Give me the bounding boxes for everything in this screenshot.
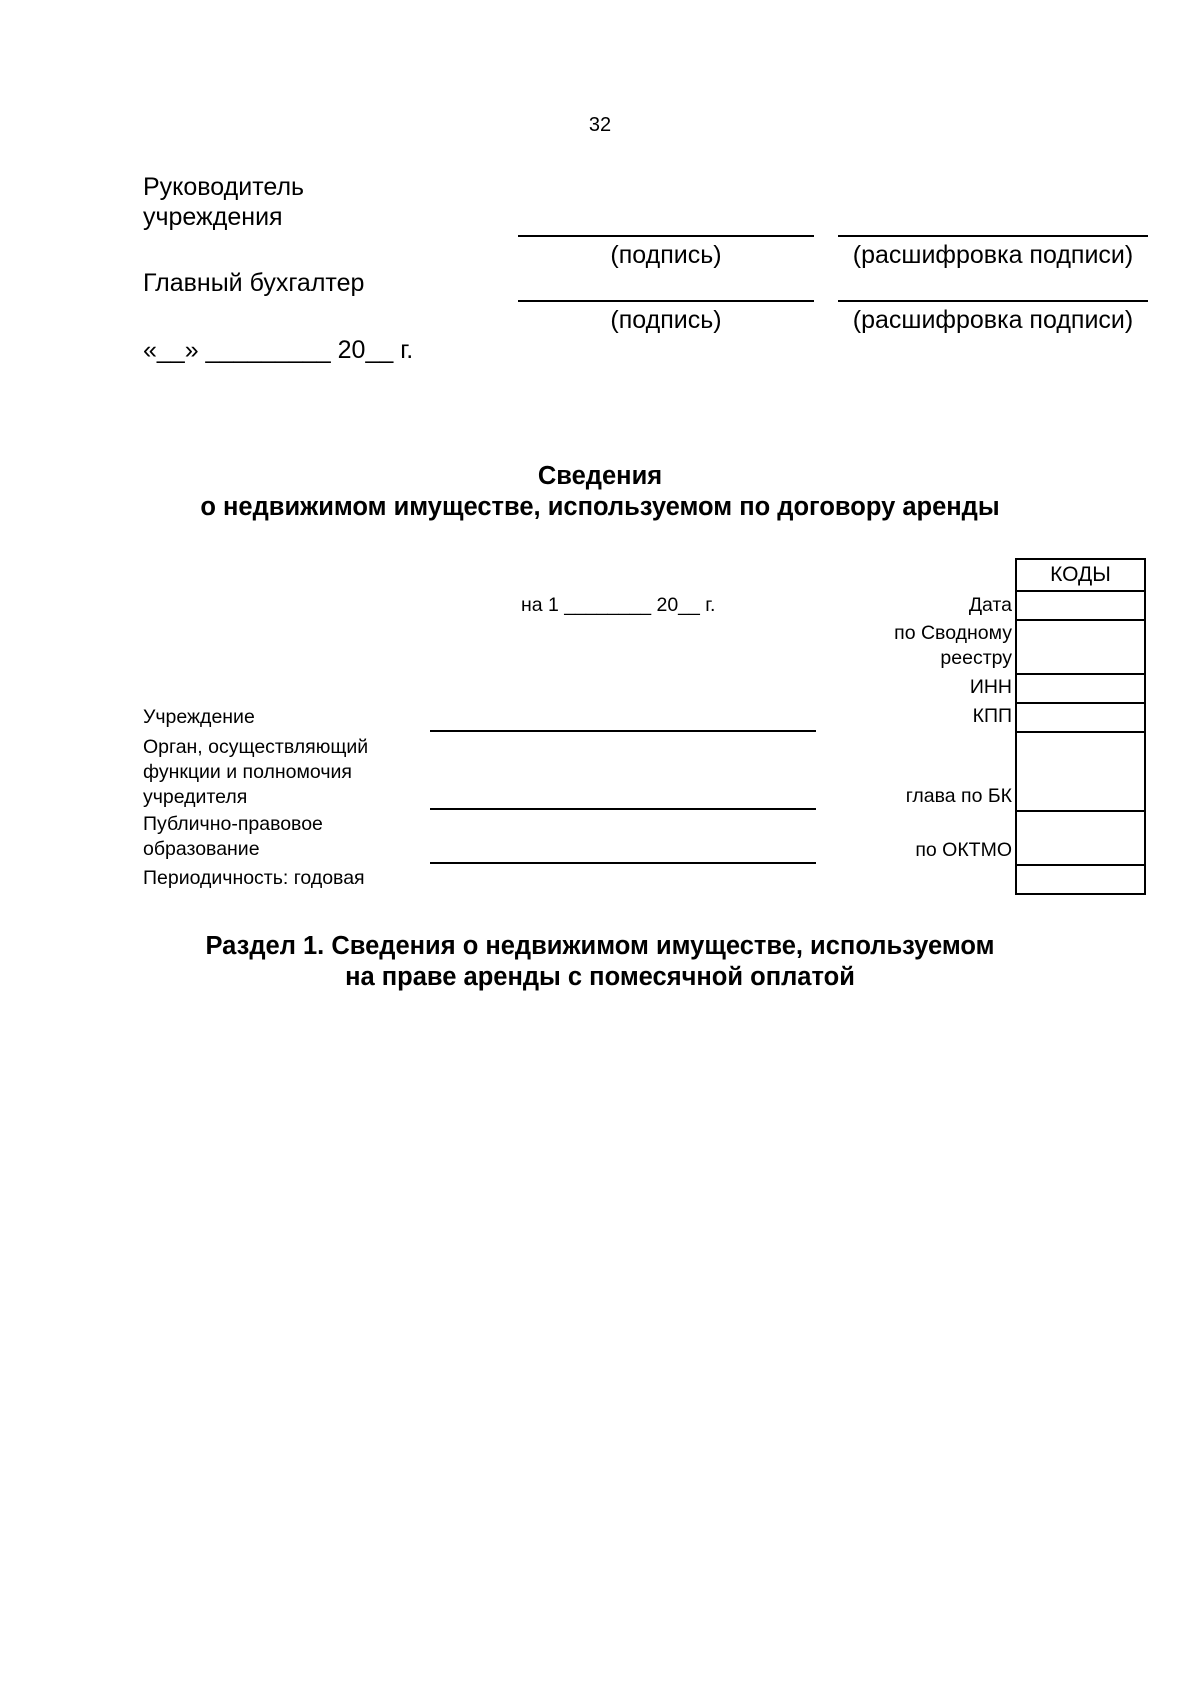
code-cell-oktmo[interactable]: [1015, 810, 1146, 866]
code-cell-periodicity[interactable]: [1015, 864, 1146, 895]
code-label-registry-line1: по Сводному: [894, 622, 1012, 644]
public-input-line[interactable]: [430, 862, 816, 864]
code-cell-inn[interactable]: [1015, 673, 1146, 704]
code-cell-date[interactable]: [1015, 590, 1146, 621]
code-label-registry-line2: реестру: [940, 647, 1012, 669]
field-label-public-line2: образование: [143, 838, 260, 860]
signature-date: «__» _________ 20__ г.: [143, 336, 414, 364]
title-line1: Сведения: [537, 462, 663, 490]
codes-header: КОДЫ: [1015, 558, 1146, 592]
code-label-oktmo: по ОКТМО: [915, 839, 1012, 861]
field-label-founder-line3: учредителя: [143, 786, 248, 808]
code-label-inn: ИНН: [969, 676, 1012, 698]
section-title-line1: Раздел 1. Сведения о недвижимом имуществе, используемом: [205, 932, 995, 960]
accountant-signature-line: [518, 300, 814, 302]
field-label-institution: Учреждение: [143, 706, 255, 728]
report-date: на 1 ________ 20__ г.: [521, 594, 716, 616]
head-label-line2: учреждения: [143, 203, 283, 231]
field-label-public-line1: Публично-правовое: [143, 813, 323, 835]
code-cell-registry[interactable]: [1015, 619, 1146, 675]
head-signature-line: [518, 235, 814, 237]
accountant-label: Главный бухгалтер: [143, 269, 365, 297]
page-number: 32: [588, 114, 612, 136]
title-line2: о недвижимом имуществе, используемом по договору аренды: [200, 493, 1000, 521]
code-cell-kpp[interactable]: [1015, 702, 1146, 733]
code-label-date: Дата: [968, 594, 1012, 616]
code-label-kpp: КПП: [972, 705, 1012, 727]
code-cell-bk[interactable]: [1015, 731, 1146, 812]
accountant-signature-caption: (подпись): [610, 306, 722, 334]
founder-input-line[interactable]: [430, 808, 816, 810]
field-label-founder-line2: функции и полномочия: [143, 761, 352, 783]
field-label-founder-line1: Орган, осуществляющий: [143, 736, 369, 758]
field-label-periodicity: Периодичность: годовая: [143, 867, 365, 889]
head-decode-caption: (расшифровка подписи): [852, 241, 1134, 269]
head-label-line1: Руководитель: [143, 173, 305, 201]
head-signature-caption: (подпись): [610, 241, 722, 269]
head-decode-line: [838, 235, 1148, 237]
code-label-bk: глава по БК: [905, 785, 1012, 807]
section-title-line2: на праве аренды с помесячной оплатой: [345, 963, 855, 991]
accountant-decode-caption: (расшифровка подписи): [852, 306, 1134, 334]
accountant-decode-line: [838, 300, 1148, 302]
institution-input-line[interactable]: [430, 730, 816, 732]
